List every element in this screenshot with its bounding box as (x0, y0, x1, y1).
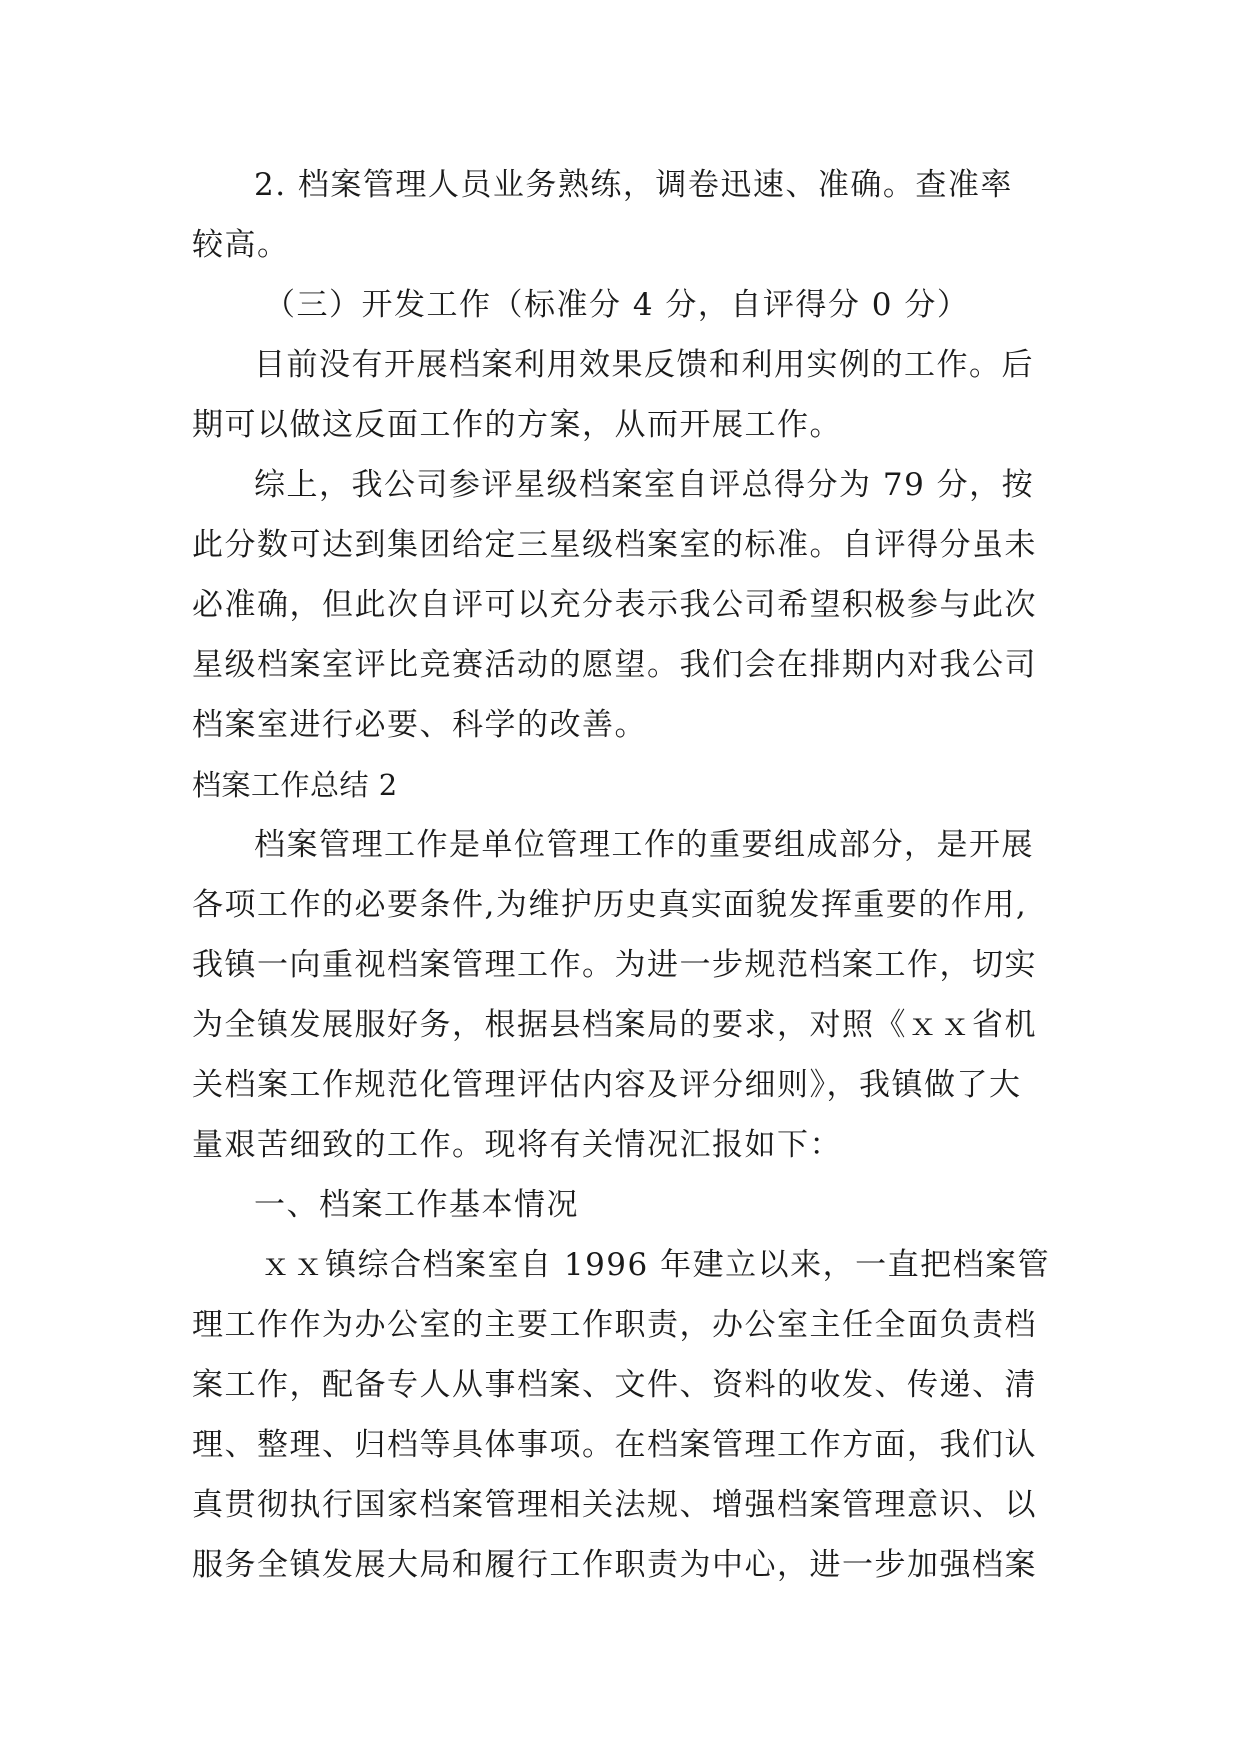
section-title: 档案工作总结 2 (192, 768, 398, 802)
text-line: ｘｘ镇综合档案室自 1996 年建立以来，一直把档案管 (260, 1247, 1051, 1283)
text-line: 星级档案室评比竞赛活动的愿望。我们会在排期内对我公司 (192, 647, 1037, 683)
text-line: 较高。 (192, 227, 290, 263)
section-heading: （三）开发工作（标准分 4 分，自评得分 0 分） (264, 287, 970, 323)
text-line: 档案室进行必要、科学的改善。 (192, 707, 647, 743)
text-line: 为全镇发展服好务，根据县档案局的要求，对照《ｘｘ省机 (192, 1007, 1037, 1043)
text-line: 各项工作的必要条件,为维护历史真实面貌发挥重要的作用, (192, 887, 1028, 923)
paragraph-feedback (192, 335, 1050, 455)
section-title-archive-summary-2 (192, 755, 1050, 815)
heading-basic-situation (192, 1175, 1050, 1235)
heading-development-work (192, 275, 1050, 335)
text-line: 此分数可达到集团给定三星级档案室的标准。自评得分虽未 (192, 527, 1037, 563)
paragraph-inquiry-accuracy (192, 155, 1050, 275)
text-line: 关档案工作规范化管理评估内容及评分细则》，我镇做了大 (192, 1067, 1022, 1103)
text-line: 案工作，配备专人从事档案、文件、资料的收发、传递、清 (192, 1367, 1037, 1403)
text-line: 档案管理工作是单位管理工作的重要组成部分，是开展 (254, 827, 1034, 863)
text-line: 真贯彻执行国家档案管理相关法规、增强档案管理意识、以 (192, 1487, 1037, 1523)
paragraph-intro (192, 815, 1050, 1175)
text-line: 综上，我公司参评星级档案室自评总得分为 79 分，按 (254, 467, 1035, 503)
text-line: 服务全镇发展大局和履行工作职责为中心，进一步加强档案 (192, 1547, 1037, 1583)
paragraph-summary (192, 455, 1050, 755)
text-line: 理、整理、归档等具体事项。在档案管理工作方面，我们认 (192, 1427, 1037, 1463)
text-line: 2. 档案管理人员业务熟练，调卷迅速、准确。查准率 (254, 167, 1013, 203)
section-heading: 一、档案工作基本情况 (254, 1187, 579, 1223)
text-line: 量艰苦细致的工作。现将有关情况汇报如下： (192, 1127, 842, 1163)
document-body (192, 155, 1050, 1595)
text-line: 理工作作为办公室的主要工作职责，办公室主任全面负责档 (192, 1307, 1037, 1343)
text-line: 我镇一向重视档案管理工作。为进一步规范档案工作，切实 (192, 947, 1037, 983)
text-line: 期可以做这反面工作的方案，从而开展工作。 (192, 407, 842, 443)
text-line: 目前没有开展档案利用效果反馈和利用实例的工作。后 (254, 347, 1034, 383)
text-line: 必准确，但此次自评可以充分表示我公司希望积极参与此次 (192, 587, 1037, 623)
paragraph-basic-situation (192, 1235, 1050, 1595)
